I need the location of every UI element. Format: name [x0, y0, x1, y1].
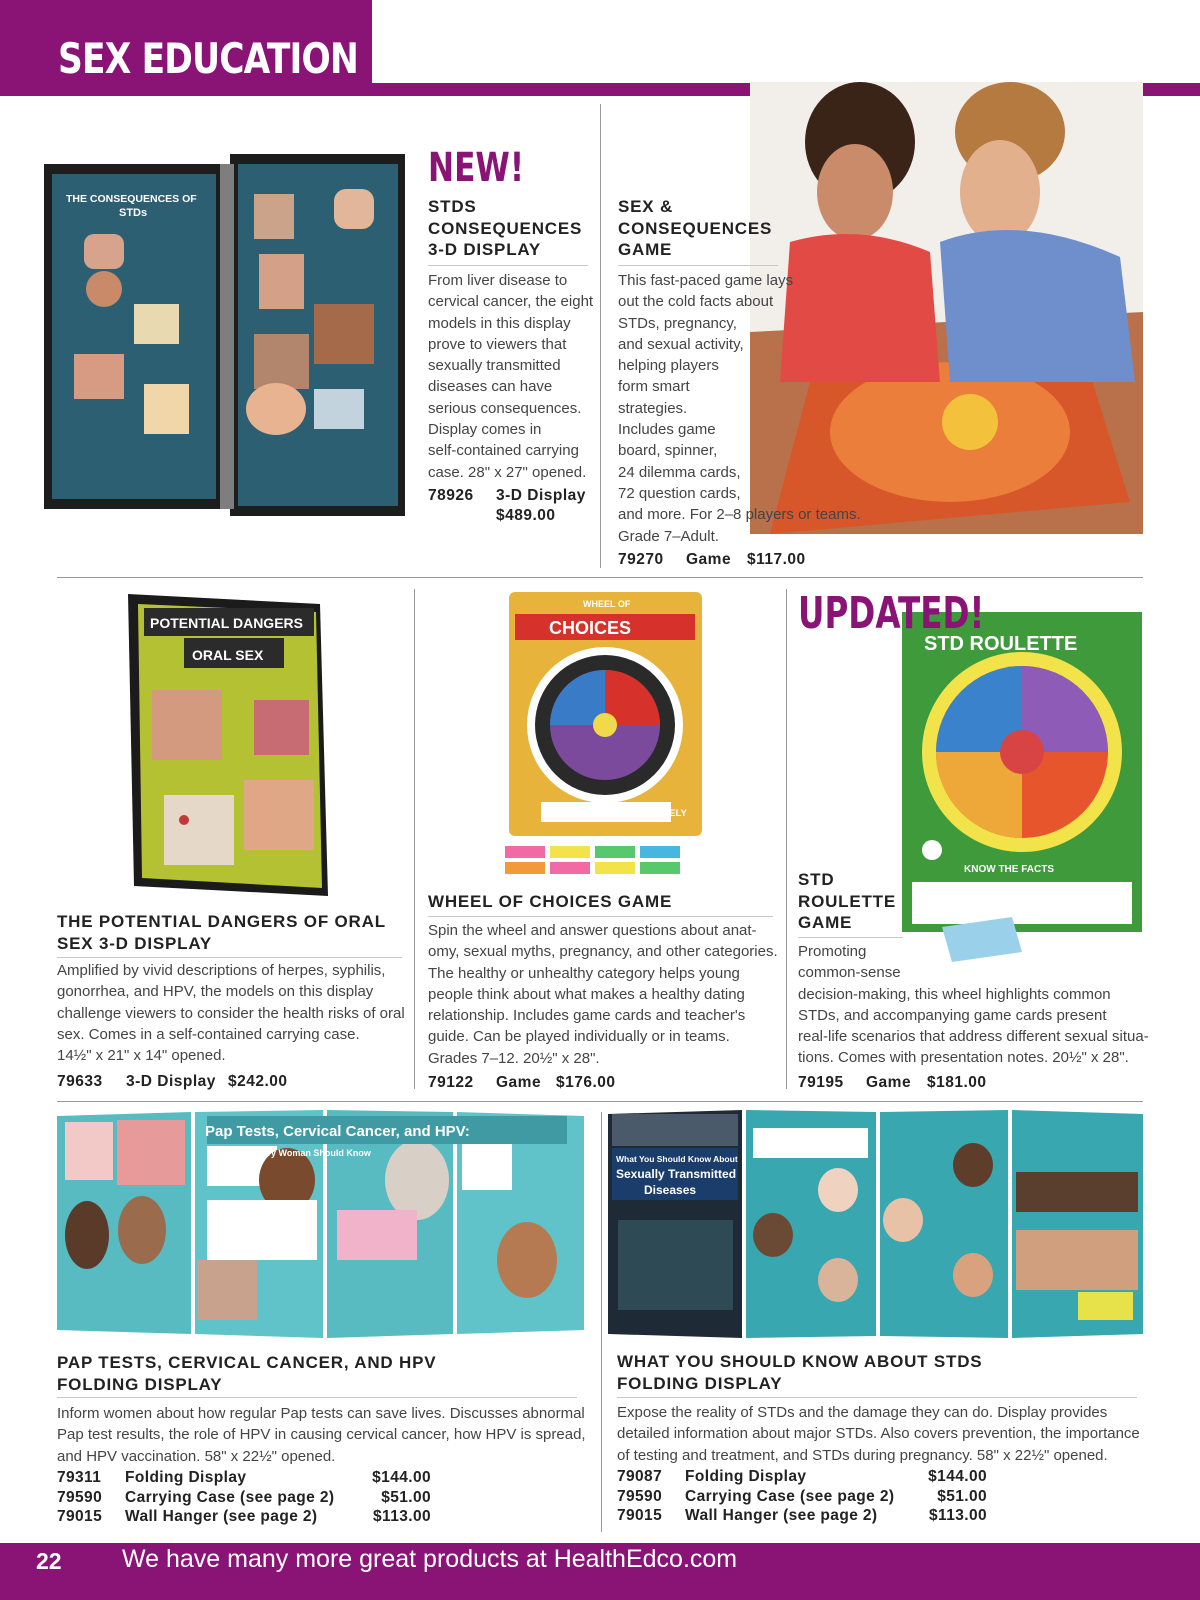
price: $176.00	[556, 1074, 616, 1091]
stds-folding-image	[608, 1110, 1143, 1338]
price: $113.00	[373, 1508, 431, 1525]
product-title: PAP TESTS, CERVICAL CANCER, AND HPV FOLDING DISPLAY	[57, 1353, 437, 1394]
sku: 79122	[428, 1074, 474, 1091]
order-options	[617, 1468, 987, 1527]
option-name: Folding Display	[125, 1469, 247, 1486]
oral-display-image	[124, 590, 336, 906]
row-divider	[57, 577, 1143, 578]
product-description: Amplified by vivid descriptions of herpes, syphilis, gonorrhea, and HPV, the models on this display challenge viewers to consider the health risks of oral sex. Comes in a self-contained carrying case. 14½" x 21" x 14" opened.	[57, 962, 405, 1065]
title-underline	[57, 957, 402, 958]
sku: 79195	[798, 1074, 844, 1091]
product-order-line	[496, 486, 586, 525]
product-description: This fast-paced game lays out the cold facts about STDs, pregnancy, and sexual activity, helping players form smart strategies. Includes game board, spinner, 24 dilemma cards, 72 question cards, and more. For 2–8 players or teams. Grade 7–Adult.	[618, 272, 861, 545]
roulette-image-label: STD ROULETTE	[924, 633, 1078, 655]
title-underline	[428, 916, 773, 917]
wheel-image-label: WHEEL OF	[583, 599, 631, 609]
product-description: Inform women about how regular Pap tests can save lives. Discusses abnormal Pap test results, the role of HPV in causing cervical cancer, how HPV is spread, and HPV vaccination. 58" x 22½" opened.	[57, 1405, 586, 1465]
item-name: Game	[866, 1074, 912, 1091]
wheel-image-label: It's your life—CHOOSE WISELY	[545, 808, 687, 819]
stds-image-label: What You Should Know About	[616, 1154, 738, 1164]
product-description: Spin the wheel and answer questions about anat- omy, sexual myths, pregnancy, and other categories. The healthy or unhealthy category helps young people think about what makes a healthy dating relationship. Includes game cards and teacher's guide. Can be played individually or in teams. Grades 7–12. 20½" x 28".	[428, 922, 778, 1067]
order-option-row	[57, 1508, 431, 1528]
stds-image-label: Sexually Transmitted	[616, 1167, 737, 1181]
page-title: SEX EDUCATION	[58, 34, 358, 83]
sku: 79311	[57, 1469, 102, 1486]
stds-image-label: Diseases	[644, 1183, 697, 1197]
price: $242.00	[228, 1073, 288, 1090]
sku: 79015	[617, 1507, 663, 1524]
product-title: THE POTENTIAL DANGERS OF ORAL SEX 3-D DISPLAY	[57, 912, 386, 953]
option-name: Wall Hanger (see page 2)	[125, 1508, 318, 1525]
page-number: 22	[36, 1548, 62, 1574]
title-underline	[57, 1397, 577, 1398]
price: $144.00	[372, 1469, 431, 1486]
price: $489.00	[496, 506, 556, 524]
order-option-row	[617, 1488, 987, 1508]
price: $51.00	[937, 1487, 987, 1505]
oral-display-image-label: POTENTIAL DANGERS	[150, 615, 303, 631]
sku: 79270	[618, 551, 664, 568]
order-option-row	[57, 1469, 431, 1489]
product-title: STDS CONSEQUENCES 3-D DISPLAY	[428, 197, 583, 259]
sku: 79015	[57, 1508, 103, 1525]
column-divider	[786, 589, 787, 1089]
product-order-line	[618, 550, 664, 570]
item-name: Game	[686, 551, 732, 568]
stds-display-image	[44, 154, 409, 516]
order-option-row	[617, 1468, 987, 1488]
title-underline	[618, 265, 778, 266]
order-option-row	[617, 1507, 987, 1527]
product-title: WHEEL OF CHOICES GAME	[428, 892, 673, 911]
column-divider	[601, 1112, 602, 1532]
roulette-game-image	[902, 612, 1143, 972]
column-divider	[600, 104, 601, 568]
price: $113.00	[929, 1507, 987, 1524]
option-name: Wall Hanger (see page 2)	[685, 1507, 878, 1524]
wheel-image-label: CHOICES	[549, 618, 632, 638]
option-name: Folding Display	[685, 1468, 807, 1485]
order-options	[57, 1469, 431, 1528]
item-name: 3-D Display	[126, 1073, 216, 1090]
sku: 79590	[57, 1488, 103, 1506]
product-order-line	[428, 486, 474, 506]
price: $51.00	[381, 1488, 431, 1506]
sku: 78926	[428, 487, 474, 504]
pap-image-label: What Every Woman Should Know	[227, 1148, 371, 1158]
product-description: Promoting common-sense decision-making, this wheel highlights common STDs, and accompanying game cards present real-life scenarios that address different sexual situa- tions. Comes with presentation notes. 20½" x 28".	[798, 943, 1149, 1067]
title-underline	[617, 1397, 1137, 1398]
sku: 79087	[617, 1468, 663, 1485]
pap-display-image	[57, 1110, 584, 1338]
item-name: 3-D Display	[496, 487, 586, 504]
stds-display-image-label: THE CONSEQUENCES OF	[66, 193, 197, 205]
product-title: STD ROULETTE GAME	[798, 870, 897, 932]
product-title: SEX & CONSEQUENCES GAME	[618, 197, 773, 259]
stds-display-image-label: STDs	[119, 207, 148, 219]
new-badge: NEW!	[428, 145, 525, 191]
sku: 79590	[617, 1487, 663, 1505]
pap-image-label: Pap Tests, Cervical Cancer, and HPV:	[205, 1123, 470, 1140]
oral-display-image-label: ORAL SEX	[192, 647, 264, 663]
updated-badge: UPDATED!	[798, 588, 985, 639]
column-divider	[414, 589, 415, 1089]
option-name: Carrying Case (see page 2)	[685, 1487, 895, 1505]
price: $144.00	[928, 1468, 987, 1485]
order-option-row	[57, 1489, 431, 1509]
product-description: From liver disease to cervical cancer, the eight models in this display prove to viewers that sexually transmitted diseases can have serious consequences. Display comes in self-contained carrying case. 28" x 27" opened.	[428, 272, 594, 481]
sku: 79633	[57, 1073, 103, 1090]
roulette-image-label: KNOW THE FACTS	[964, 864, 1054, 875]
row-divider	[57, 1101, 1143, 1102]
product-title: WHAT YOU SHOULD KNOW ABOUT STDS FOLDING DISPLAY	[617, 1352, 983, 1393]
title-underline	[798, 937, 903, 938]
price: $117.00	[747, 551, 806, 568]
website-link[interactable]: We have many more great products at HealthEdco.com	[122, 1545, 738, 1573]
option-name: Carrying Case (see page 2)	[125, 1488, 335, 1506]
price: $181.00	[927, 1074, 987, 1091]
title-underline	[428, 265, 588, 266]
wheel-game-image	[505, 590, 710, 880]
item-name: Game	[496, 1074, 542, 1091]
product-description: Expose the reality of STDs and the damage they can do. Display provides detailed information about major STDs. Also covers prevention, the importance of testing and treatment, and STDs during pregnancy. 58" x 22½" opened.	[617, 1404, 1140, 1464]
